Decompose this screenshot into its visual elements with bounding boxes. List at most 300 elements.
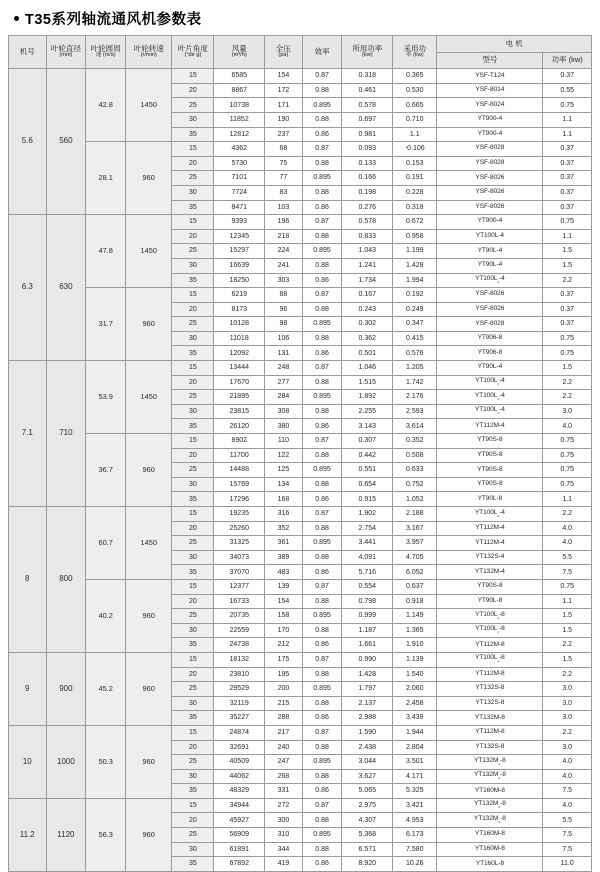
cell-airflow: 61891 [214,842,265,857]
cell-blade-angle: 30 [172,331,214,346]
cell-motor-power: 2.2 [543,507,592,522]
cell-blade-angle: 15 [172,579,214,594]
cell-efficiency: 0.88 [302,477,342,492]
cell-motor-power: 4.0 [543,536,592,551]
cell-required-power: 0.198 [342,185,393,200]
cell-efficiency: 0.86 [302,127,342,142]
cell-blade-angle: 15 [172,215,214,230]
cell-impeller-diameter: 800 [46,507,86,653]
cell-pressure: 217 [265,725,303,740]
cell-pressure: 125 [265,463,303,478]
cell-blade-angle: 25 [172,244,214,259]
cell-blade-angle: 25 [172,536,214,551]
cell-efficiency: 0.87 [302,69,342,84]
cell-required-power: 1.590 [342,725,393,740]
cell-motor-power: 0.37 [543,302,592,317]
cell-pressure: 247 [265,755,303,770]
cell-impeller-speed: 50.3 [86,725,126,798]
cell-used-power: 2.188 [393,507,437,522]
cell-airflow: 8902 [214,434,265,449]
cell-blade-angle: 15 [172,652,214,667]
cell-airflow: 10738 [214,98,265,113]
cell-pressure: 419 [265,857,303,872]
cell-pressure: 288 [265,711,303,726]
cell-pressure: 83 [265,185,303,200]
cell-pressure: 106 [265,331,303,346]
cell-impeller-rpm: 1450 [126,507,172,580]
cell-motor-model: YT132S-8 [437,740,543,755]
cell-required-power: 4.307 [342,813,393,828]
cell-blade-angle: 25 [172,755,214,770]
cell-motor-power: 1.5 [543,258,592,273]
cell-impeller-speed: 31.7 [86,288,126,361]
cell-required-power: 0.276 [342,200,393,215]
cell-impeller-speed: 56.3 [86,798,126,871]
cell-blade-angle: 20 [172,375,214,390]
cell-required-power: 0.318 [342,69,393,84]
cell-motor-power: 0.37 [543,185,592,200]
cell-motor-power: 0.55 [543,83,592,98]
cell-pressure: 154 [265,594,303,609]
cell-efficiency: 0.88 [302,623,342,638]
cell-motor-model: YT90L-4 [437,258,543,273]
cell-required-power: 2.975 [342,798,393,813]
cell-motor-model: $YT100L_{_2}-4$ [437,390,543,405]
cell-blade-angle: 25 [172,98,214,113]
cell-efficiency: 0.86 [302,711,342,726]
cell-required-power: 1.892 [342,390,393,405]
cell-blade-angle: 35 [172,784,214,799]
cell-blade-angle: 30 [172,477,214,492]
cell-used-power: 10.26 [393,857,437,872]
table-row [9,361,592,376]
cell-pressure: 170 [265,623,303,638]
cell-efficiency: 0.86 [302,492,342,507]
cell-used-power: 4.953 [393,813,437,828]
cell-used-power: 4.705 [393,550,437,565]
cell-airflow: 40509 [214,755,265,770]
cell-impeller-rpm: 1450 [126,69,172,142]
cell-motor-power: 0.37 [543,142,592,157]
cell-pressure: 96 [265,302,303,317]
cell-required-power: 0.798 [342,594,393,609]
cell-required-power: 5.368 [342,828,393,843]
cell-motor-power: 1.1 [543,492,592,507]
cell-airflow: 17670 [214,375,265,390]
cell-efficiency: 0.86 [302,200,342,215]
cell-motor-power: 4.0 [543,798,592,813]
cell-used-power: 0.633 [393,463,437,478]
col-header-motor-group: 电 机 [437,36,592,53]
cell-efficiency: 0.88 [302,258,342,273]
cell-pressure: 190 [265,112,303,127]
cell-pressure: 134 [265,477,303,492]
cell-motor-model: YT112M-4 [437,536,543,551]
cell-airflow: 23815 [214,404,265,419]
cell-efficiency: 0.88 [302,331,342,346]
cell-motor-power: 3.0 [543,696,592,711]
cell-required-power: 1.797 [342,682,393,697]
cell-used-power: 1.199 [393,244,437,259]
cell-blade-angle: 15 [172,798,214,813]
cell-pressure: 268 [265,769,303,784]
cell-airflow: 12377 [214,579,265,594]
cell-impeller-rpm: 960 [126,434,172,507]
cell-blade-angle: 20 [172,813,214,828]
cell-airflow: 5730 [214,156,265,171]
table-body [9,69,592,872]
cell-airflow: 18132 [214,652,265,667]
cell-airflow: 20735 [214,609,265,624]
cell-used-power: 6.173 [393,828,437,843]
cell-efficiency: 0.88 [302,83,342,98]
cell-motor-power: 1.1 [543,127,592,142]
cell-used-power: 2.060 [393,682,437,697]
cell-pressure: 131 [265,346,303,361]
cell-pressure: 272 [265,798,303,813]
cell-airflow: 24874 [214,725,265,740]
cell-pressure: 110 [265,434,303,449]
cell-required-power: 0.362 [342,331,393,346]
cell-efficiency: 0.895 [302,390,342,405]
cell-used-power: 5.325 [393,784,437,799]
cell-impeller-speed: 47.8 [86,215,126,288]
cell-used-power: 1.742 [393,375,437,390]
cell-blade-angle: 35 [172,711,214,726]
cell-pressure: 200 [265,682,303,697]
cell-airflow: 10128 [214,317,265,332]
cell-motor-model: YT90S-8 [437,448,543,463]
cell-required-power: 0.833 [342,229,393,244]
cell-blade-angle: 35 [172,346,214,361]
cell-blade-angle: 35 [172,638,214,653]
col-header-used-power-unit: 率 (kw) [405,52,424,59]
cell-required-power: 1.241 [342,258,393,273]
col-header-used-power-label: 采用功 [403,44,427,54]
col-header-efficiency: 效率 [302,36,342,69]
cell-blade-angle: 20 [172,740,214,755]
cell-motor-power: 0.37 [543,288,592,303]
cell-motor-model: $YT100L_{_1}-8$ [437,652,543,667]
cell-blade-angle: 15 [172,69,214,84]
cell-pressure: 103 [265,200,303,215]
cell-motor-power: 0.37 [543,200,592,215]
cell-motor-power: 4.0 [543,419,592,434]
cell-blade-angle: 20 [172,521,214,536]
col-header-used-power [393,36,437,69]
cell-efficiency: 0.88 [302,302,342,317]
table-head [9,36,592,69]
cell-required-power: 0.981 [342,127,393,142]
cell-efficiency: 0.86 [302,419,342,434]
cell-airflow: 8471 [214,200,265,215]
cell-used-power: 0.153 [393,156,437,171]
cell-blade-angle: 20 [172,448,214,463]
cell-blade-angle: 20 [172,302,214,317]
cell-motor-power: 1.1 [543,112,592,127]
cell-efficiency: 0.895 [302,828,342,843]
cell-used-power: 2.593 [393,404,437,419]
cell-motor-power: 3.0 [543,404,592,419]
table-row [9,652,592,667]
cell-required-power: 0.578 [342,98,393,113]
cell-impeller-diameter: 630 [46,215,86,361]
page-title: T35系列轴流通风机参数表 [25,12,202,28]
cell-required-power: 1.187 [342,623,393,638]
cell-motor-power: 0.75 [543,215,592,230]
cell-motor-power: 7.5 [543,565,592,580]
cell-efficiency: 0.895 [302,171,342,186]
col-header-required-power-label: 所用功率 [352,44,383,54]
cell-motor-power: 3.0 [543,682,592,697]
cell-used-power: 3.614 [393,419,437,434]
cell-motor-power: 1.5 [543,652,592,667]
cell-motor-power: 1.1 [543,229,592,244]
cell-blade-angle: 30 [172,404,214,419]
cell-blade-angle: 30 [172,550,214,565]
cell-used-power: 0.249 [393,302,437,317]
cell-required-power: 1.902 [342,507,393,522]
cell-motor-model: YSF-8026 [437,185,543,200]
cell-airflow: 8867 [214,83,265,98]
cell-required-power: 1.734 [342,273,393,288]
col-header-impeller-diameter-unit: (mm) [59,52,73,59]
cell-pressure: 168 [265,492,303,507]
cell-impeller-speed: 28.1 [86,142,126,215]
cell-used-power: 2.176 [393,390,437,405]
cell-motor-power: 4.0 [543,769,592,784]
cell-airflow: 34073 [214,550,265,565]
cell-blade-angle: 30 [172,258,214,273]
table-row [9,215,592,230]
cell-used-power: 0.352 [393,434,437,449]
cell-impeller-speed: 40.2 [86,579,126,652]
cell-motor-model: YSF-T124 [437,69,543,84]
cell-airflow: 32691 [214,740,265,755]
cell-efficiency: 0.87 [302,288,342,303]
cell-blade-angle: 30 [172,696,214,711]
cell-motor-model: $YT132M_{_2}-8$ [437,769,543,784]
cell-efficiency: 0.895 [302,463,342,478]
cell-used-power: 0.958 [393,229,437,244]
cell-efficiency: 0.88 [302,156,342,171]
cell-required-power: 0.307 [342,434,393,449]
cell-required-power: 5.065 [342,784,393,799]
cell-pressure: 68 [265,142,303,157]
cell-used-power: 0.710 [393,112,437,127]
cell-motor-power: 7.5 [543,842,592,857]
cell-motor-model: YT90S-8 [437,579,543,594]
cell-required-power: 0.915 [342,492,393,507]
cell-motor-model: $YT132M_{_2}-8$ [437,798,543,813]
cell-blade-angle: 20 [172,667,214,682]
cell-used-power: 0.530 [393,83,437,98]
cell-motor-power: 1.5 [543,609,592,624]
cell-pressure: 316 [265,507,303,522]
cell-impeller-diameter: 1000 [46,725,86,798]
cell-impeller-rpm: 960 [126,142,172,215]
cell-blade-angle: 15 [172,288,214,303]
cell-blade-angle: 30 [172,769,214,784]
col-header-required-power [342,36,393,69]
cell-efficiency: 0.87 [302,725,342,740]
col-header-pressure [265,36,303,69]
cell-pressure: 344 [265,842,303,857]
cell-efficiency: 0.88 [302,667,342,682]
cell-impeller-speed: 53.9 [86,361,126,434]
cell-fan-number: 11.2 [9,798,47,871]
cell-airflow: 14488 [214,463,265,478]
col-header-pressure-label: 全压 [275,44,291,54]
cell-pressure: 88 [265,288,303,303]
cell-required-power: 0.990 [342,652,393,667]
cell-fan-number: 9 [9,652,47,725]
cell-pressure: 212 [265,638,303,653]
cell-impeller-rpm: 960 [126,288,172,361]
cell-impeller-diameter: 900 [46,652,86,725]
cell-used-power: 0.347 [393,317,437,332]
cell-airflow: 11018 [214,331,265,346]
spec-table [8,35,592,872]
cell-used-power: -0.106 [393,142,437,157]
cell-motor-model: $YT132M_{_3}-8$ [437,813,543,828]
cell-used-power: 1.910 [393,638,437,653]
cell-required-power: 3.143 [342,419,393,434]
cell-motor-power: 1.5 [543,623,592,638]
cell-efficiency: 0.87 [302,798,342,813]
cell-required-power: 2.255 [342,404,393,419]
cell-blade-angle: 30 [172,185,214,200]
cell-used-power: 1.994 [393,273,437,288]
cell-airflow: 11700 [214,448,265,463]
cell-blade-angle: 25 [172,390,214,405]
cell-efficiency: 0.87 [302,652,342,667]
cell-motor-model: YT90S-8 [437,477,543,492]
cell-blade-angle: 25 [172,171,214,186]
cell-used-power: 0.191 [393,171,437,186]
cell-impeller-speed: 45.2 [86,652,126,725]
cell-used-power: 6.052 [393,565,437,580]
cell-airflow: 6219 [214,288,265,303]
cell-used-power: 1.944 [393,725,437,740]
cell-used-power: 1.139 [393,652,437,667]
cell-used-power: 1.1 [393,127,437,142]
cell-used-power: 0.672 [393,215,437,230]
cell-used-power: 0.665 [393,98,437,113]
cell-efficiency: 0.88 [302,550,342,565]
cell-pressure: 303 [265,273,303,288]
cell-efficiency: 0.895 [302,609,342,624]
cell-motor-power: 1.5 [543,361,592,376]
col-header-impeller-speed-unit: 速 (m/s) [95,52,116,59]
cell-required-power: 0.461 [342,83,393,98]
cell-used-power: 0.752 [393,477,437,492]
bullet-icon [14,16,19,21]
cell-used-power: 1.205 [393,361,437,376]
cell-efficiency: 0.86 [302,638,342,653]
cell-required-power: 2.137 [342,696,393,711]
cell-motor-model: YT906-8 [437,331,543,346]
cell-efficiency: 0.88 [302,813,342,828]
cell-blade-angle: 25 [172,828,214,843]
col-header-hao: 机号 [9,36,47,69]
col-header-impeller-diameter-label: 叶轮直径 [50,44,81,54]
cell-pressure: 380 [265,419,303,434]
cell-airflow: 56909 [214,828,265,843]
cell-motor-power: 2.2 [543,375,592,390]
cell-motor-model: YT90L-8 [437,594,543,609]
cell-motor-model: YT90S-8 [437,463,543,478]
col-header-motor-model: 型号 [437,52,543,69]
cell-motor-model: YT112M-4 [437,521,543,536]
cell-required-power: 0.167 [342,288,393,303]
cell-motor-power: 4.0 [543,755,592,770]
cell-airflow: 17296 [214,492,265,507]
cell-efficiency: 0.88 [302,740,342,755]
cell-blade-angle: 35 [172,492,214,507]
cell-blade-angle: 15 [172,142,214,157]
cell-airflow: 24738 [214,638,265,653]
cell-pressure: 224 [265,244,303,259]
cell-used-power: 2.804 [393,740,437,755]
cell-used-power: 0.637 [393,579,437,594]
cell-required-power: 2.754 [342,521,393,536]
table-row [9,434,592,449]
cell-blade-angle: 35 [172,565,214,580]
cell-pressure: 218 [265,229,303,244]
cell-required-power: 1.661 [342,638,393,653]
table-row [9,798,592,813]
table-row [9,725,592,740]
cell-impeller-diameter: 710 [46,361,86,507]
cell-pressure: 158 [265,609,303,624]
cell-pressure: 139 [265,579,303,594]
cell-airflow: 8173 [214,302,265,317]
col-header-airflow [214,36,265,69]
cell-efficiency: 0.88 [302,842,342,857]
cell-required-power: 4.091 [342,550,393,565]
cell-pressure: 237 [265,127,303,142]
cell-required-power: 0.697 [342,112,393,127]
cell-pressure: 277 [265,375,303,390]
document-title-row [8,6,592,35]
col-header-motor-power: 功率 (kw) [543,52,592,69]
cell-required-power: 0.501 [342,346,393,361]
cell-impeller-rpm: 1450 [126,361,172,434]
cell-used-power: 1.365 [393,623,437,638]
col-header-pressure-unit: (pa) [278,52,289,59]
cell-pressure: 361 [265,536,303,551]
cell-required-power: 0.093 [342,142,393,157]
cell-pressure: 154 [265,69,303,84]
col-header-airflow-label: 风量 [231,44,247,54]
cell-efficiency: 0.87 [302,507,342,522]
cell-blade-angle: 20 [172,229,214,244]
cell-used-power: 1.149 [393,609,437,624]
cell-motor-power: 7.5 [543,828,592,843]
cell-motor-model: YT132M-8 [437,711,543,726]
cell-fan-number: 8 [9,507,47,653]
cell-efficiency: 0.87 [302,361,342,376]
cell-required-power: 1.043 [342,244,393,259]
cell-blade-angle: 30 [172,842,214,857]
cell-required-power: 0.442 [342,448,393,463]
table-row [9,142,592,157]
cell-efficiency: 0.87 [302,215,342,230]
cell-motor-power: 0.75 [543,331,592,346]
cell-motor-model: $YT100L_{_2}-4$ [437,507,543,522]
col-header-required-power-unit: (kw) [362,52,373,59]
